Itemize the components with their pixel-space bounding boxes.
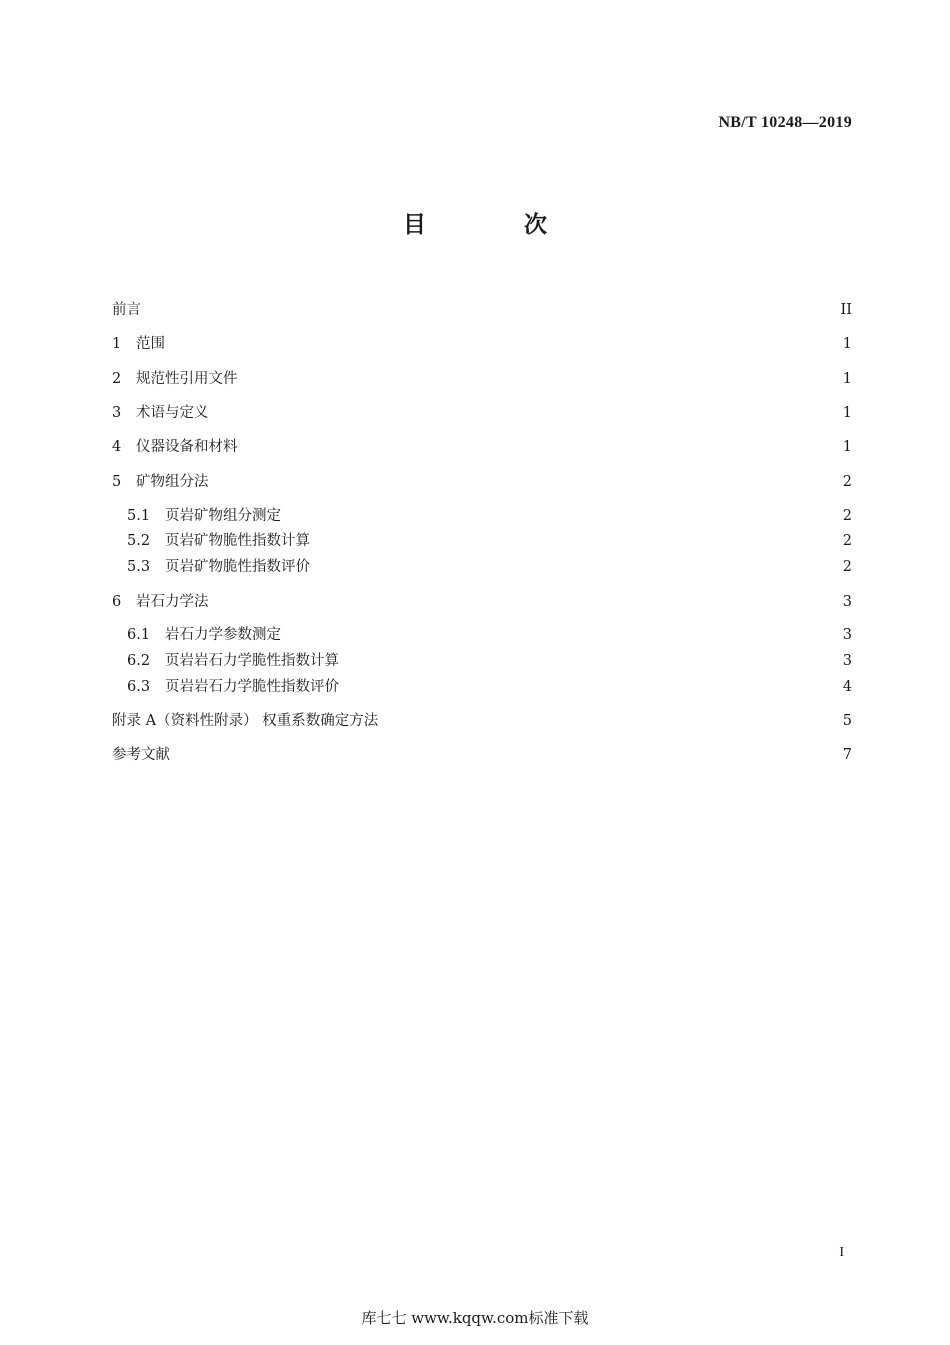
toc-entry-references[interactable] — [112, 744, 852, 766]
toc-entry-label: 岩石力学法 — [136, 594, 209, 610]
toc-entry-label: 岩石力学参数测定 — [165, 627, 281, 643]
toc-entry-6-2[interactable] — [127, 650, 852, 672]
toc-entry-5-3[interactable] — [127, 556, 852, 578]
toc-entry-number: 5.1 — [127, 508, 151, 524]
toc-entry-4[interactable] — [112, 436, 852, 458]
toc-leader-dots — [291, 624, 834, 646]
toc-entry-number: 4 — [112, 439, 122, 455]
toc-entry-label: 前言 — [112, 302, 141, 318]
toc-leader-dots — [219, 471, 835, 493]
toc-entry-6[interactable] — [112, 591, 852, 613]
toc-leader-dots — [380, 710, 834, 732]
toc-leader-dots — [320, 556, 834, 578]
toc-entry-number: 6.3 — [127, 679, 151, 695]
toc-leader-dots — [219, 591, 835, 613]
toc-leader-dots — [291, 505, 834, 527]
toc-entry-6-1[interactable] — [127, 624, 852, 646]
footer-watermark-text: 库七七 www.kqqw.com标准下载 — [361, 1309, 589, 1327]
toc-entry-label: 附录 A（资料性附录） 权重系数确定方法 — [112, 713, 379, 729]
toc-leader-dots — [248, 436, 835, 458]
toc-entry-page: 3 — [842, 627, 852, 643]
toc-entry-page: 3 — [842, 653, 852, 669]
toc-entry-label: 规范性引用文件 — [136, 371, 238, 387]
toc-entry-label: 参考文献 — [112, 747, 170, 763]
toc-entry-number: 5.2 — [127, 533, 151, 549]
page-title: 目 次 — [402, 212, 592, 238]
toc-entry-5[interactable] — [112, 471, 852, 493]
page-number: I — [839, 1245, 844, 1260]
toc-entry-label: 仪器设备和材料 — [136, 439, 238, 455]
toc-entry-label: 页岩岩石力学脆性指数评价 — [165, 679, 339, 695]
toc-leader-dots — [349, 650, 834, 672]
toc-entry-number: 6.1 — [127, 627, 151, 643]
toc-leader-dots — [172, 744, 834, 766]
toc-entry-page: II — [840, 302, 852, 318]
toc-entry-label: 页岩矿物组分测定 — [165, 508, 281, 524]
toc-entry-6-3[interactable] — [127, 676, 852, 698]
toc-leader-dots — [219, 402, 835, 424]
toc-leader-dots — [320, 530, 834, 552]
toc-entry-page: 2 — [842, 533, 852, 549]
toc-leader-dots — [248, 368, 835, 390]
toc-entry-1[interactable] — [112, 333, 852, 355]
toc-entry-number: 5 — [112, 474, 122, 490]
toc-entry-number: 6.2 — [127, 653, 151, 669]
toc-entry-number: 3 — [112, 405, 122, 421]
toc-entry-3[interactable] — [112, 402, 852, 424]
toc-entry-page: 4 — [842, 679, 852, 695]
toc-leader-dots — [175, 333, 834, 355]
toc-entry-5-2[interactable] — [127, 530, 852, 552]
toc-entry-label: 页岩岩石力学脆性指数计算 — [165, 653, 339, 669]
toc-entry-label: 术语与定义 — [136, 405, 209, 421]
toc-entry-number: 2 — [112, 371, 122, 387]
toc-entry-label: 页岩矿物脆性指数评价 — [165, 559, 310, 575]
toc-entry-5-1[interactable] — [127, 505, 852, 527]
toc-entry-number: 5.3 — [127, 559, 151, 575]
toc-leader-dots — [349, 676, 834, 698]
toc-entry-label: 矿物组分法 — [136, 474, 209, 490]
toc-entry-page: 3 — [842, 594, 852, 610]
toc-entry-page: 7 — [842, 747, 852, 763]
toc-entry-page: 2 — [842, 559, 852, 575]
toc-entry-page: 1 — [842, 336, 852, 352]
toc-entry-page: 2 — [842, 508, 852, 524]
toc-entry-label: 范围 — [136, 336, 165, 352]
standard-code: NB/T 10248—2019 — [718, 114, 852, 131]
toc-leader-dots — [143, 299, 834, 321]
toc-entry-page: 5 — [842, 713, 852, 729]
toc-entry-page: 1 — [842, 439, 852, 455]
toc-entry-number: 1 — [112, 336, 122, 352]
toc-entry-appendix-a[interactable] — [112, 710, 852, 732]
toc-entry-number: 6 — [112, 594, 122, 610]
toc-entry-page: 1 — [842, 371, 852, 387]
toc-entry-page: 2 — [842, 474, 852, 490]
toc-entry-page: 1 — [842, 405, 852, 421]
toc-entry-label: 页岩矿物脆性指数计算 — [165, 533, 310, 549]
toc-entry-2[interactable] — [112, 368, 852, 390]
toc-entry-foreword[interactable] — [112, 299, 852, 321]
